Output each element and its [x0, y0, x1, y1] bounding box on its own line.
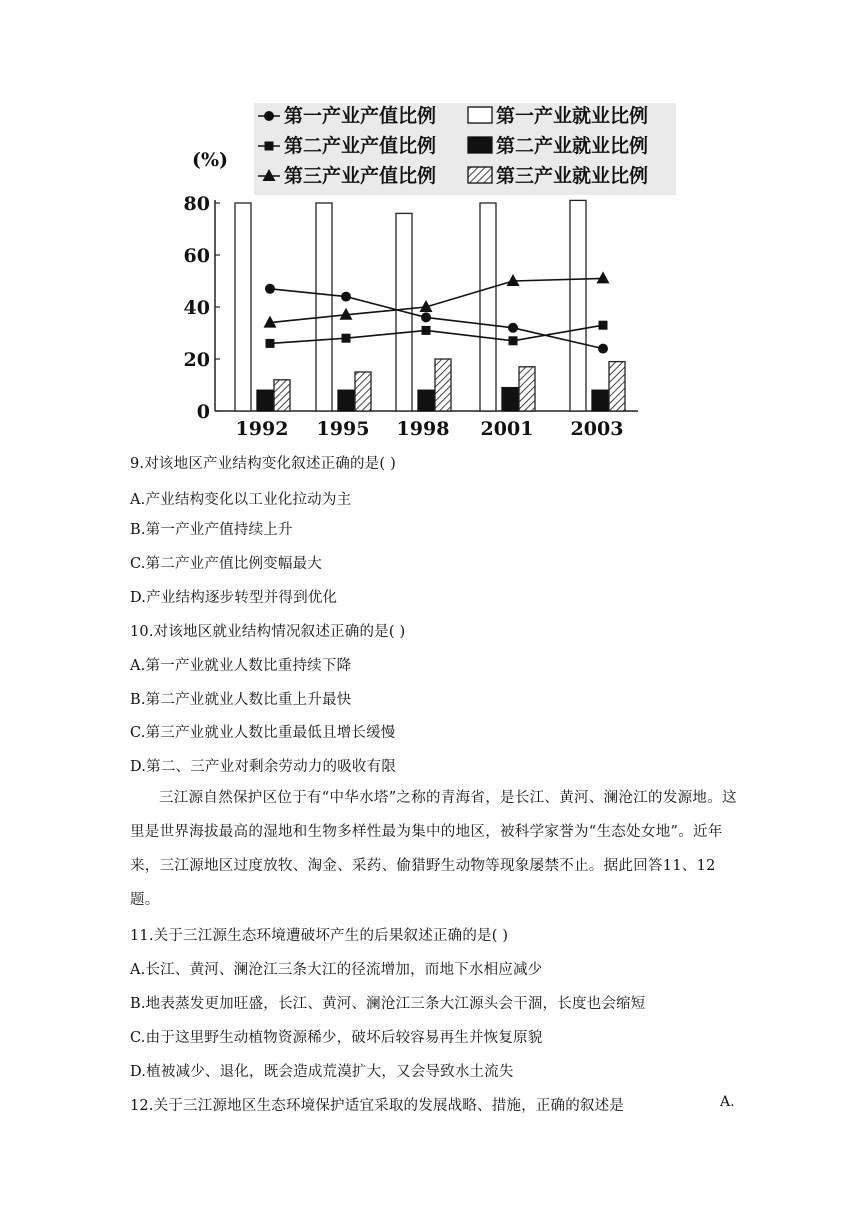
x-tick-label: 1998 — [396, 418, 450, 440]
legend-label: 第一产业产值比例 — [284, 105, 437, 127]
legend-label: 第三产业就业比例 — [496, 165, 649, 187]
legend-marker — [265, 142, 274, 151]
point-secondary-output — [422, 326, 431, 335]
reading-passage — [130, 781, 740, 917]
question-11-option-c: C.由于这里野生动植物资源稀少，破坏后较容易再生并恢复原貌 — [130, 1030, 543, 1046]
x-tick-label: 1992 — [235, 418, 289, 440]
bar-secondary-employment — [502, 388, 518, 411]
point-primary-output — [341, 292, 351, 302]
point-primary-output — [598, 344, 608, 354]
legend-marker — [264, 111, 274, 121]
question-9-option-d: D.产业结构逐步转型并得到优化 — [130, 590, 338, 606]
point-tertiary-output — [507, 274, 520, 286]
point-secondary-output — [509, 336, 518, 345]
point-secondary-output — [599, 321, 608, 330]
question-9-option-a: A.产业结构变化以工业化拉动为主 — [130, 492, 352, 508]
y-tick-label: 20 — [183, 349, 210, 371]
question-10-stem: 10.对该地区就业结构情况叙述正确的是( ) — [130, 624, 406, 640]
y-tick-label: 40 — [183, 297, 210, 319]
bar-tertiary-employment — [519, 367, 535, 411]
y-tick-label: 0 — [196, 401, 210, 423]
y-axis-label: (%) — [192, 149, 229, 171]
point-primary-output — [421, 312, 431, 322]
legend-bar-sample — [468, 107, 492, 123]
x-tick-label: 2001 — [480, 418, 534, 440]
question-10-option-a: A.第一产业就业人数比重持续下降 — [130, 658, 352, 674]
y-tick-label: 80 — [183, 193, 210, 215]
bar-secondary-employment — [257, 390, 273, 411]
legend-label: 第一产业就业比例 — [496, 105, 649, 127]
x-axis-ticks — [236, 418, 624, 440]
question-10-option-b: B.第二产业就业人数比重上升最快 — [130, 692, 352, 708]
point-tertiary-output — [597, 271, 610, 283]
bar-primary-employment — [235, 203, 251, 411]
question-11-option-d: D.植被减少、退化，既会造成荒漠扩大，又会导致水土流失 — [130, 1064, 514, 1080]
bar-secondary-employment — [338, 390, 354, 411]
legend-bar-sample — [468, 167, 492, 183]
passage-text: 三江源自然保护区位于有“中华水塔”之称的青海省，是长江、黄河、澜沧江的发源地。这里是世界海拔最高的湿地和生物多样性最为集中的地区，被科学家誉为“生态处女地”。近年来，三江源地区过度放牧、淘金、采药、偷猎野生动物等现象屡禁不止。据此回答11、12题。 — [130, 790, 737, 908]
legend-label: 第二产业就业比例 — [496, 135, 649, 157]
question-10-option-d: D.第二、三产业对剩余劳动力的吸收有限 — [130, 759, 397, 775]
question-12-option-a: A. — [720, 1094, 735, 1110]
bar-secondary-employment — [592, 390, 608, 411]
y-tick-label: 60 — [183, 245, 210, 267]
question-11-option-a: A.长江、黄河、澜沧江三条大江的径流增加，而地下水相应减少 — [130, 962, 543, 978]
question-9-option-c: C.第二产业产值比例变幅最大 — [130, 556, 322, 572]
bar-tertiary-employment — [274, 380, 290, 411]
point-secondary-output — [266, 339, 275, 348]
question-9-stem: 9.对该地区产业结构变化叙述正确的是( ) — [130, 456, 396, 472]
point-primary-output — [508, 323, 518, 333]
bar-tertiary-employment — [355, 372, 371, 411]
question-12-stem: 12.关于三江源地区生态环境保护适宜采取的发展战略、措施，正确的叙述是 — [130, 1098, 625, 1114]
x-tick-label: 1995 — [316, 418, 370, 440]
bar-secondary-employment — [418, 390, 434, 411]
legend-label: 第三产业产值比例 — [284, 165, 437, 187]
bar-primary-employment — [570, 200, 586, 411]
legend-bar-sample — [468, 137, 492, 153]
bar-primary-employment — [316, 203, 332, 411]
question-9-option-b: B.第一产业产值持续上升 — [130, 522, 293, 538]
bar-tertiary-employment — [609, 362, 625, 411]
point-secondary-output — [342, 334, 351, 343]
question-10-option-c: C.第三产业就业人数比重最低且增长缓慢 — [130, 725, 396, 741]
bar-primary-employment — [480, 203, 496, 411]
x-tick-label: 2003 — [570, 418, 624, 440]
legend-label: 第二产业产值比例 — [284, 135, 437, 157]
bar-tertiary-employment — [435, 359, 451, 411]
industry-structure-chart — [170, 100, 680, 445]
question-11-stem: 11.关于三江源生态环境遭破坏产生的后果叙述正确的是( ) — [130, 928, 509, 944]
point-primary-output — [265, 284, 275, 294]
question-11-option-b: B.地表蒸发更加旺盛，长江、黄河、澜沧江三条大江源头会干涸，长度也会缩短 — [130, 996, 646, 1012]
